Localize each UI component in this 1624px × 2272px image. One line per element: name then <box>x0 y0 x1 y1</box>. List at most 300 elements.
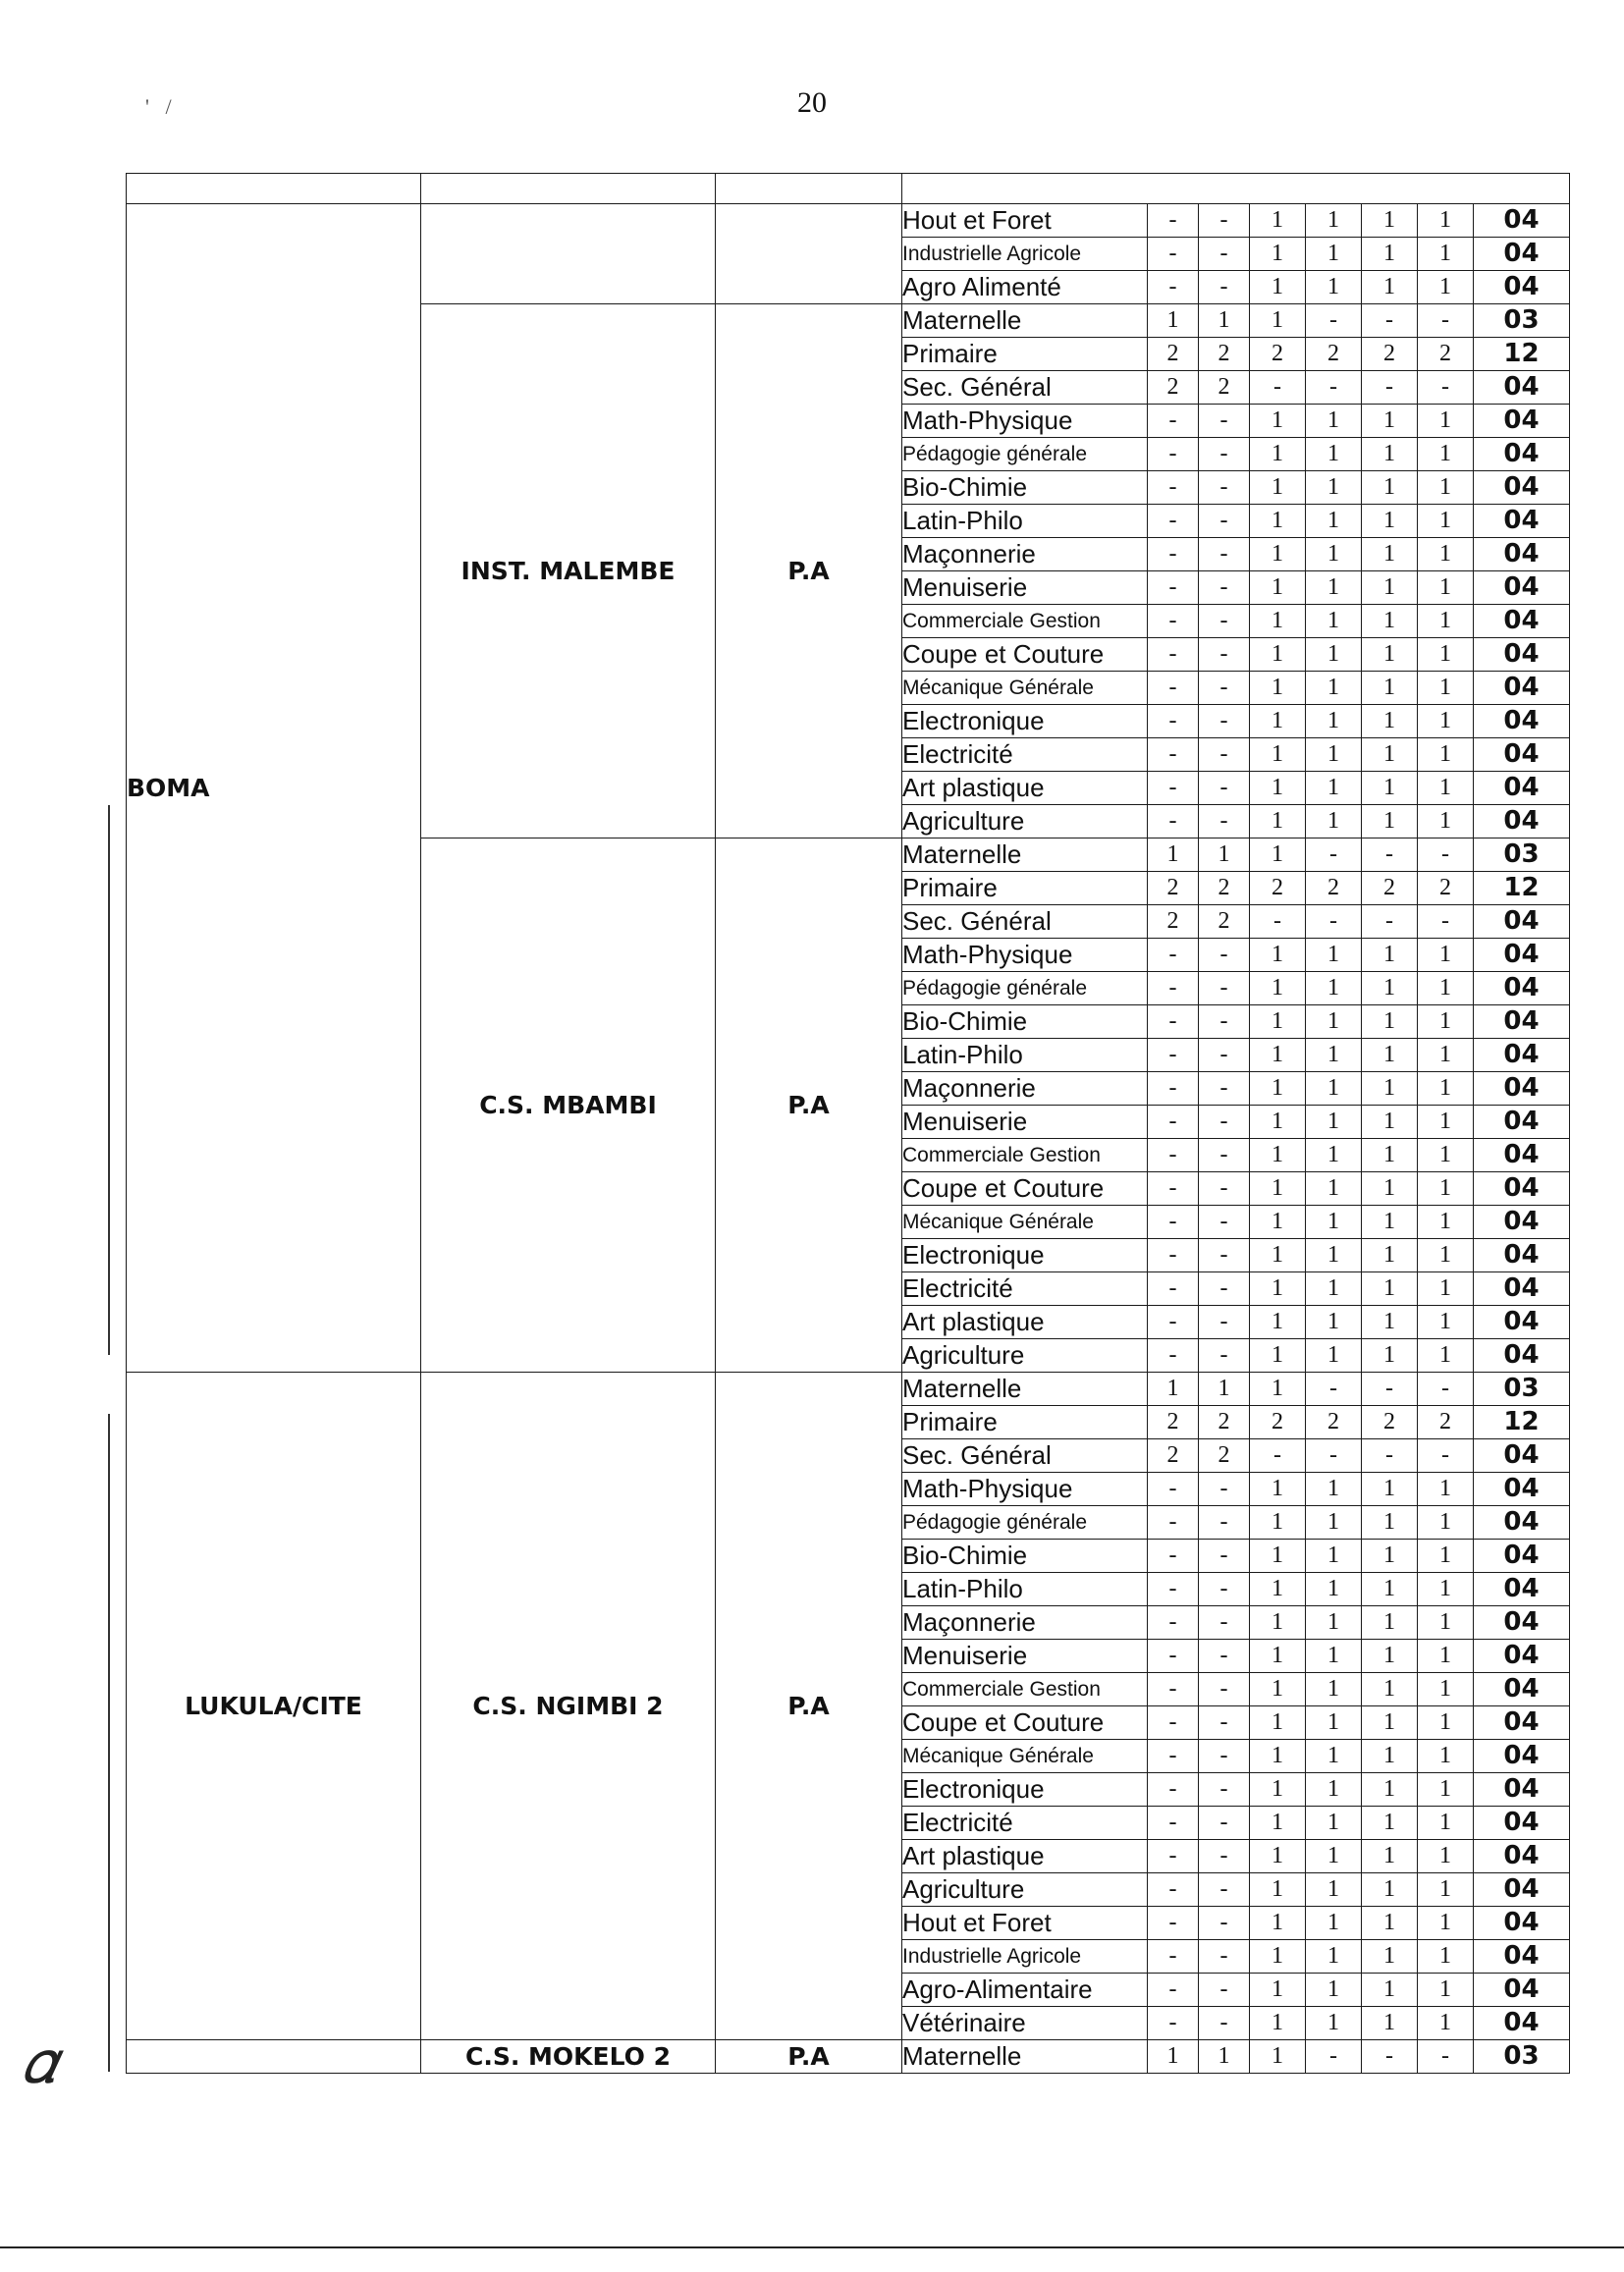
count-cell: 1 <box>1199 1373 1250 1406</box>
count-cell: 1 <box>1362 1506 1418 1540</box>
count-cell: - <box>1199 1907 1250 1940</box>
count-cell: - <box>1306 2040 1362 2074</box>
count-cell: 1 <box>1418 1606 1474 1640</box>
total-cell: 04 <box>1474 1139 1570 1172</box>
count-cell: - <box>1418 838 1474 872</box>
count-cell: - <box>1148 1506 1199 1540</box>
count-cell: 1 <box>1418 1773 1474 1807</box>
count-cell: 1 <box>1362 738 1418 772</box>
count-cell: 1 <box>1148 304 1199 338</box>
count-cell: - <box>1199 1773 1250 1807</box>
total-cell: 04 <box>1474 405 1570 438</box>
count-cell: - <box>1148 772 1199 805</box>
count-cell: 1 <box>1362 204 1418 238</box>
count-cell: - <box>1199 605 1250 638</box>
total-cell: 04 <box>1474 1673 1570 1706</box>
count-cell: 1 <box>1418 738 1474 772</box>
count-cell: 1 <box>1418 238 1474 271</box>
option-cell: Maternelle <box>902 1373 1148 1406</box>
count-cell: 1 <box>1418 1172 1474 1206</box>
option-cell: Electricité <box>902 1272 1148 1306</box>
handwritten-initial: 𝛼 <box>22 2029 57 2096</box>
count-cell: 1 <box>1362 605 1418 638</box>
count-cell: 1 <box>1306 772 1362 805</box>
option-cell: Sec. Général <box>902 905 1148 939</box>
count-cell: 1 <box>1306 1473 1362 1506</box>
count-cell: 1 <box>1362 238 1418 271</box>
total-cell: 04 <box>1474 1540 1570 1573</box>
option-cell: Electronique <box>902 1239 1148 1272</box>
school-cell: C.S. NGIMBI 2 <box>421 1373 716 2040</box>
count-cell: - <box>1199 1473 1250 1506</box>
count-cell: 1 <box>1418 1306 1474 1339</box>
count-cell: - <box>1148 1540 1199 1573</box>
count-cell: 1 <box>1362 1206 1418 1239</box>
count-cell: 1 <box>1306 238 1362 271</box>
count-cell: - <box>1306 304 1362 338</box>
count-cell: 1 <box>1306 204 1362 238</box>
count-cell: 1 <box>1362 438 1418 471</box>
count-cell: - <box>1199 972 1250 1005</box>
count-cell: - <box>1148 1673 1199 1706</box>
option-cell: Latin-Philo <box>902 1573 1148 1606</box>
school-cell <box>421 204 716 304</box>
count-cell: - <box>1148 538 1199 571</box>
count-cell: - <box>1199 1106 1250 1139</box>
header-cell <box>716 174 902 204</box>
total-cell: 04 <box>1474 972 1570 1005</box>
count-cell: - <box>1362 1373 1418 1406</box>
count-cell: 1 <box>1250 1506 1306 1540</box>
option-cell: Electronique <box>902 1773 1148 1807</box>
count-cell: - <box>1199 538 1250 571</box>
count-cell: - <box>1148 1272 1199 1306</box>
total-cell: 04 <box>1474 1606 1570 1640</box>
count-cell: - <box>1148 638 1199 672</box>
option-cell: Math-Physique <box>902 1473 1148 1506</box>
count-cell: 1 <box>1250 972 1306 1005</box>
count-cell: - <box>1306 1373 1362 1406</box>
total-cell: 04 <box>1474 238 1570 271</box>
count-cell: 1 <box>1418 1974 1474 2007</box>
count-cell: 1 <box>1306 505 1362 538</box>
count-cell: - <box>1306 838 1362 872</box>
count-cell: - <box>1362 905 1418 939</box>
count-cell: 1 <box>1306 1974 1362 2007</box>
count-cell: - <box>1199 1239 1250 1272</box>
count-cell: 1 <box>1148 838 1199 872</box>
count-cell: 1 <box>1418 271 1474 304</box>
count-cell: 1 <box>1250 1606 1306 1640</box>
count-cell: - <box>1199 571 1250 605</box>
count-cell: 1 <box>1250 304 1306 338</box>
count-cell: - <box>1148 1840 1199 1873</box>
count-cell: 1 <box>1199 2040 1250 2074</box>
option-cell: Primaire <box>902 338 1148 371</box>
count-cell: 1 <box>1250 1706 1306 1740</box>
city-cell: BOMA <box>127 204 421 1373</box>
count-cell: 1 <box>1418 1573 1474 1606</box>
option-cell: Pédagogie générale <box>902 972 1148 1005</box>
count-cell: 1 <box>1148 1373 1199 1406</box>
total-cell: 03 <box>1474 838 1570 872</box>
total-cell: 04 <box>1474 1640 1570 1673</box>
margin-bracket <box>108 805 110 1355</box>
count-cell: - <box>1148 1873 1199 1907</box>
option-cell: Industrielle Agricole <box>902 238 1148 271</box>
option-cell: Agro-Alimentaire <box>902 1974 1148 2007</box>
option-cell: Electricité <box>902 1807 1148 1840</box>
count-cell: 1 <box>1362 1172 1418 1206</box>
count-cell: 1 <box>1418 638 1474 672</box>
count-cell: 1 <box>1306 1005 1362 1039</box>
count-cell: - <box>1199 805 1250 838</box>
count-cell: 1 <box>1418 1706 1474 1740</box>
count-cell: - <box>1418 304 1474 338</box>
count-cell: 1 <box>1362 939 1418 972</box>
option-cell: Commerciale Gestion <box>902 1673 1148 1706</box>
count-cell: - <box>1148 672 1199 705</box>
count-cell: 1 <box>1306 438 1362 471</box>
count-cell: - <box>1418 1373 1474 1406</box>
count-cell: 1 <box>1362 1940 1418 1974</box>
count-cell: 1 <box>1250 838 1306 872</box>
count-cell: 2 <box>1199 872 1250 905</box>
count-cell: 1 <box>1306 1272 1362 1306</box>
count-cell: - <box>1148 1907 1199 1940</box>
count-cell: 1 <box>1250 2040 1306 2074</box>
count-cell: 1 <box>1306 1172 1362 1206</box>
total-cell: 12 <box>1474 872 1570 905</box>
count-cell: 2 <box>1148 1406 1199 1439</box>
count-cell: - <box>1199 1072 1250 1106</box>
option-cell: Primaire <box>902 1406 1148 1439</box>
count-cell: - <box>1199 1940 1250 1974</box>
page-number: 20 <box>797 86 827 119</box>
option-cell: Mécanique Générale <box>902 672 1148 705</box>
total-cell: 04 <box>1474 1573 1570 1606</box>
regime-cell: P.A <box>716 1373 902 2040</box>
count-cell: 1 <box>1306 2007 1362 2040</box>
count-cell: 1 <box>1250 1373 1306 1406</box>
count-cell: 1 <box>1250 1740 1306 1773</box>
option-cell: Maçonnerie <box>902 1606 1148 1640</box>
total-cell: 04 <box>1474 1773 1570 1807</box>
count-cell: 1 <box>1418 1740 1474 1773</box>
school-cell: C.S. MOKELO 2 <box>421 2040 716 2074</box>
total-cell: 04 <box>1474 1072 1570 1106</box>
total-cell: 04 <box>1474 1907 1570 1940</box>
count-cell: 1 <box>1362 1272 1418 1306</box>
count-cell: - <box>1362 371 1418 405</box>
count-cell: 1 <box>1418 1506 1474 1540</box>
count-cell: 2 <box>1250 338 1306 371</box>
count-cell: - <box>1148 805 1199 838</box>
count-cell: - <box>1148 505 1199 538</box>
count-cell: 1 <box>1418 605 1474 638</box>
count-cell: - <box>1199 1974 1250 2007</box>
count-cell: 1 <box>1250 1540 1306 1573</box>
count-cell: - <box>1199 772 1250 805</box>
count-cell: 1 <box>1418 1807 1474 1840</box>
count-cell: - <box>1148 1239 1199 1272</box>
count-cell: 1 <box>1418 571 1474 605</box>
count-cell: 1 <box>1418 471 1474 505</box>
total-cell: 04 <box>1474 772 1570 805</box>
option-cell: Mécanique Générale <box>902 1206 1148 1239</box>
option-cell: Sec. Général <box>902 1439 1148 1473</box>
total-cell: 04 <box>1474 571 1570 605</box>
count-cell: 2 <box>1418 338 1474 371</box>
total-cell: 04 <box>1474 1239 1570 1272</box>
count-cell: - <box>1199 1005 1250 1039</box>
count-cell: 1 <box>1362 1072 1418 1106</box>
count-cell: 1 <box>1306 672 1362 705</box>
regime-cell: P.A <box>716 838 902 1373</box>
total-cell: 04 <box>1474 505 1570 538</box>
count-cell: - <box>1199 1740 1250 1773</box>
count-cell: 1 <box>1306 1206 1362 1239</box>
option-cell: Coupe et Couture <box>902 638 1148 672</box>
count-cell: 1 <box>1362 1773 1418 1807</box>
count-cell: - <box>1250 371 1306 405</box>
total-cell: 04 <box>1474 438 1570 471</box>
count-cell: - <box>1148 1940 1199 1974</box>
count-cell: 1 <box>1306 471 1362 505</box>
total-cell: 04 <box>1474 638 1570 672</box>
total-cell: 04 <box>1474 939 1570 972</box>
count-cell: 1 <box>1306 705 1362 738</box>
count-cell: 1 <box>1362 1473 1418 1506</box>
count-cell: 1 <box>1306 271 1362 304</box>
count-cell: 1 <box>1148 2040 1199 2074</box>
header-cell <box>127 174 421 204</box>
count-cell: 1 <box>1418 1339 1474 1373</box>
count-cell: 1 <box>1250 1640 1306 1673</box>
count-cell: 1 <box>1306 1740 1362 1773</box>
count-cell: 1 <box>1418 1473 1474 1506</box>
count-cell: - <box>1199 1206 1250 1239</box>
total-cell: 04 <box>1474 1940 1570 1974</box>
count-cell: 2 <box>1148 371 1199 405</box>
count-cell: 1 <box>1362 1807 1418 1840</box>
count-cell: - <box>1250 1439 1306 1473</box>
count-cell: 1 <box>1199 304 1250 338</box>
total-cell: 04 <box>1474 1339 1570 1373</box>
count-cell: - <box>1148 939 1199 972</box>
count-cell: 1 <box>1250 271 1306 304</box>
count-cell: 1 <box>1306 1706 1362 1740</box>
count-cell: - <box>1148 571 1199 605</box>
count-cell: - <box>1148 1807 1199 1840</box>
count-cell: 1 <box>1362 1005 1418 1039</box>
count-cell: 1 <box>1418 1640 1474 1673</box>
count-cell: - <box>1148 1740 1199 1773</box>
total-cell: 03 <box>1474 304 1570 338</box>
count-cell: 1 <box>1306 1673 1362 1706</box>
count-cell: 1 <box>1306 1807 1362 1840</box>
option-cell: Maçonnerie <box>902 1072 1148 1106</box>
option-cell: Art plastique <box>902 1840 1148 1873</box>
count-cell: 1 <box>1362 1606 1418 1640</box>
regime-cell: P.A <box>716 304 902 838</box>
count-cell: - <box>1148 705 1199 738</box>
count-cell: 1 <box>1362 1139 1418 1172</box>
count-cell: 1 <box>1250 705 1306 738</box>
total-cell: 04 <box>1474 705 1570 738</box>
count-cell: 1 <box>1362 705 1418 738</box>
count-cell: - <box>1362 2040 1418 2074</box>
count-cell: - <box>1199 438 1250 471</box>
count-cell: - <box>1199 1306 1250 1339</box>
count-cell: - <box>1148 1473 1199 1506</box>
count-cell: - <box>1148 1039 1199 1072</box>
count-cell: - <box>1148 204 1199 238</box>
header-cell <box>902 174 1570 204</box>
count-cell: 1 <box>1306 1039 1362 1072</box>
count-cell: - <box>1148 1974 1199 2007</box>
count-cell: 1 <box>1418 805 1474 838</box>
count-cell: 1 <box>1306 1106 1362 1139</box>
total-cell: 04 <box>1474 1740 1570 1773</box>
count-cell: 1 <box>1306 405 1362 438</box>
count-cell: 1 <box>1250 1940 1306 1974</box>
count-cell: 1 <box>1306 1072 1362 1106</box>
count-cell: 1 <box>1418 438 1474 471</box>
count-cell: 1 <box>1250 571 1306 605</box>
count-cell: 1 <box>1250 1840 1306 1873</box>
count-cell: 1 <box>1306 1506 1362 1540</box>
table-row <box>127 1373 1570 1406</box>
count-cell: 2 <box>1199 338 1250 371</box>
count-cell: 2 <box>1199 905 1250 939</box>
count-cell: 1 <box>1250 238 1306 271</box>
total-cell: 04 <box>1474 538 1570 571</box>
option-cell: Art plastique <box>902 772 1148 805</box>
count-cell: 1 <box>1250 1139 1306 1172</box>
scan-speck: ' / <box>145 94 172 119</box>
count-cell: 1 <box>1418 1139 1474 1172</box>
option-cell: Math-Physique <box>902 939 1148 972</box>
count-cell: - <box>1148 405 1199 438</box>
count-cell: - <box>1199 1673 1250 1706</box>
count-cell: 2 <box>1250 1406 1306 1439</box>
count-cell: 1 <box>1362 1974 1418 2007</box>
total-cell: 04 <box>1474 672 1570 705</box>
count-cell: 1 <box>1418 972 1474 1005</box>
school-options-table <box>126 173 1570 2074</box>
count-cell: 1 <box>1306 1573 1362 1606</box>
count-cell: - <box>1362 304 1418 338</box>
count-cell: - <box>1199 1172 1250 1206</box>
count-cell: 1 <box>1306 1606 1362 1640</box>
option-cell: Commerciale Gestion <box>902 1139 1148 1172</box>
count-cell: - <box>1199 1139 1250 1172</box>
count-cell: - <box>1148 471 1199 505</box>
count-cell: - <box>1148 438 1199 471</box>
count-cell: 1 <box>1250 738 1306 772</box>
count-cell: - <box>1199 505 1250 538</box>
total-cell: 04 <box>1474 271 1570 304</box>
count-cell: 1 <box>1418 1673 1474 1706</box>
count-cell: - <box>1199 1807 1250 1840</box>
count-cell: 1 <box>1418 705 1474 738</box>
count-cell: 1 <box>1306 1940 1362 1974</box>
count-cell: 1 <box>1250 672 1306 705</box>
count-cell: 1 <box>1250 605 1306 638</box>
count-cell: - <box>1148 1106 1199 1139</box>
total-cell: 04 <box>1474 1206 1570 1239</box>
option-cell: Agriculture <box>902 805 1148 838</box>
count-cell: 1 <box>1306 1540 1362 1573</box>
city-cell: LUKULA/CITE <box>127 1373 421 2040</box>
total-cell: 03 <box>1474 2040 1570 2074</box>
count-cell: - <box>1199 1640 1250 1673</box>
count-cell: - <box>1199 1573 1250 1606</box>
count-cell: 1 <box>1418 204 1474 238</box>
total-cell: 04 <box>1474 1272 1570 1306</box>
option-cell: Art plastique <box>902 1306 1148 1339</box>
margin-bracket <box>108 1414 110 2072</box>
count-cell: 1 <box>1418 1272 1474 1306</box>
option-cell: Mécanique Générale <box>902 1740 1148 1773</box>
total-cell: 04 <box>1474 1306 1570 1339</box>
count-cell: 1 <box>1250 1306 1306 1339</box>
count-cell: 1 <box>1250 1072 1306 1106</box>
option-cell: Maternelle <box>902 304 1148 338</box>
count-cell: 1 <box>1418 1206 1474 1239</box>
total-cell: 04 <box>1474 1840 1570 1873</box>
regime-cell: P.A <box>716 2040 902 2074</box>
count-cell: 1 <box>1250 1807 1306 1840</box>
count-cell: - <box>1199 638 1250 672</box>
count-cell: 1 <box>1418 1106 1474 1139</box>
count-cell: 1 <box>1250 1573 1306 1606</box>
count-cell: 1 <box>1250 405 1306 438</box>
count-cell: - <box>1199 2007 1250 2040</box>
count-cell: - <box>1199 471 1250 505</box>
count-cell: 1 <box>1306 972 1362 1005</box>
total-cell: 04 <box>1474 204 1570 238</box>
count-cell: - <box>1148 1573 1199 1606</box>
option-cell: Industrielle Agricole <box>902 1940 1148 1974</box>
count-cell: - <box>1306 905 1362 939</box>
total-cell: 04 <box>1474 1807 1570 1840</box>
total-cell: 04 <box>1474 1706 1570 1740</box>
count-cell: 1 <box>1362 1907 1418 1940</box>
option-cell: Electronique <box>902 705 1148 738</box>
count-cell: - <box>1199 1606 1250 1640</box>
count-cell: 1 <box>1250 538 1306 571</box>
count-cell: - <box>1199 1840 1250 1873</box>
total-cell: 04 <box>1474 1039 1570 1072</box>
count-cell: 1 <box>1306 1773 1362 1807</box>
count-cell: 1 <box>1250 805 1306 838</box>
count-cell: 1 <box>1418 672 1474 705</box>
count-cell: - <box>1148 1206 1199 1239</box>
count-cell: 1 <box>1362 1106 1418 1139</box>
count-cell: 1 <box>1306 1907 1362 1940</box>
count-cell: 1 <box>1418 2007 1474 2040</box>
count-cell: 2 <box>1199 1406 1250 1439</box>
count-cell: 1 <box>1362 1039 1418 1072</box>
count-cell: 2 <box>1148 1439 1199 1473</box>
option-cell: Hout et Foret <box>902 204 1148 238</box>
option-cell: Bio-Chimie <box>902 1540 1148 1573</box>
count-cell: 1 <box>1250 505 1306 538</box>
option-cell: Electricité <box>902 738 1148 772</box>
count-cell: - <box>1199 1540 1250 1573</box>
